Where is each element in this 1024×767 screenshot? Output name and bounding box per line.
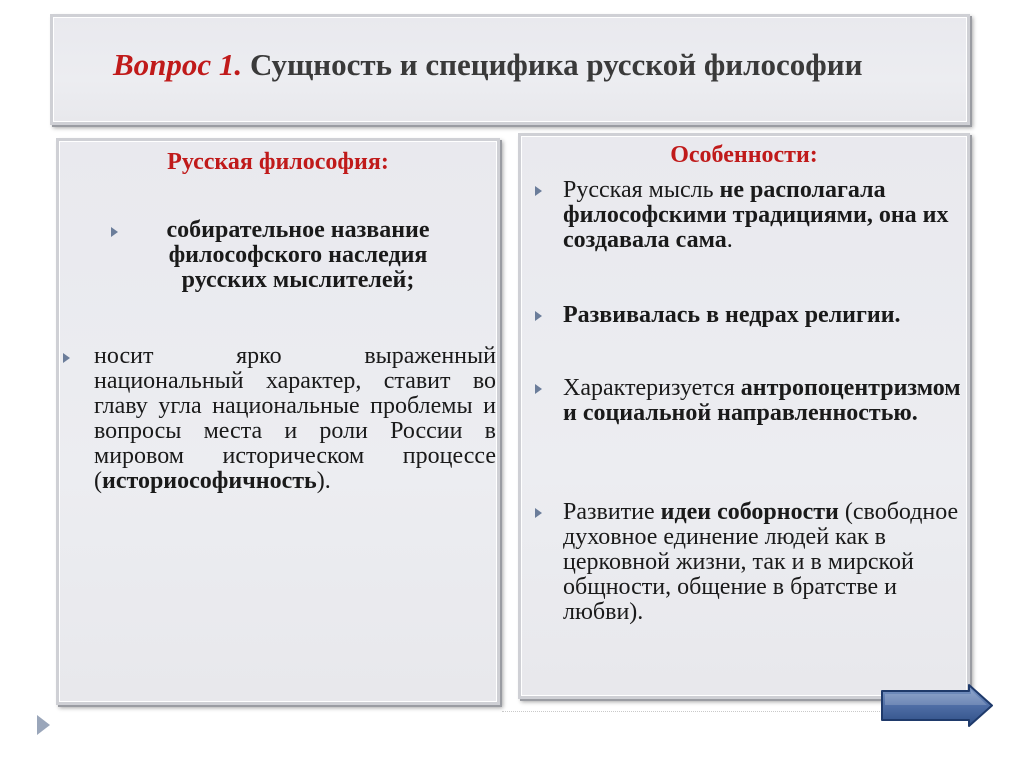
right-item-3: Характеризуется антропоцентризмом и социальной направленностью. (563, 375, 961, 426)
right-item-4: Развитие идеи соборности (свободное духовное единение людей как в церковной жизни, так и в мирской общности, общение в братстве и любви). (563, 499, 959, 625)
left-heading: Русская философия: (167, 149, 389, 175)
bullet-arrow-icon (535, 186, 542, 196)
left-item-character (94, 344, 496, 494)
bullet-arrow-icon (535, 384, 542, 394)
left-item-character-tail: ). (316, 468, 331, 494)
left-item-definition: собирательное название философского наследия русских мыслителей; (166, 217, 430, 293)
question-number: Вопрос 1. (113, 47, 243, 82)
left-item-character-text: носит ярко выраженный национальный характер, ставит во главу угла национальные проблемы и вопросы места и роли России в мировом историческом процессе ( (94, 343, 496, 494)
bullet-arrow-icon (535, 311, 542, 321)
footer-divider (502, 711, 912, 712)
right-panel (518, 133, 970, 699)
left-item-character-bold: историософичность (102, 468, 317, 494)
bullet-arrow-icon (535, 508, 542, 518)
right-item-2: Развивалась в недрах религии. (563, 302, 901, 328)
slide-title (113, 47, 862, 83)
next-slide-button[interactable] (879, 683, 995, 728)
left-panel (56, 138, 500, 705)
arrow-right-icon (879, 683, 995, 728)
prev-slide-button[interactable] (37, 715, 50, 735)
right-heading: Особенности: (670, 142, 818, 168)
title-panel (50, 14, 970, 125)
title-text: Сущность и специфика русской философии (249, 47, 863, 82)
bullet-arrow-icon (111, 227, 118, 237)
right-item-1: Русская мысль не располагала философскими традициями, она их создавала сама. (563, 177, 949, 253)
bullet-arrow-icon (63, 353, 70, 363)
